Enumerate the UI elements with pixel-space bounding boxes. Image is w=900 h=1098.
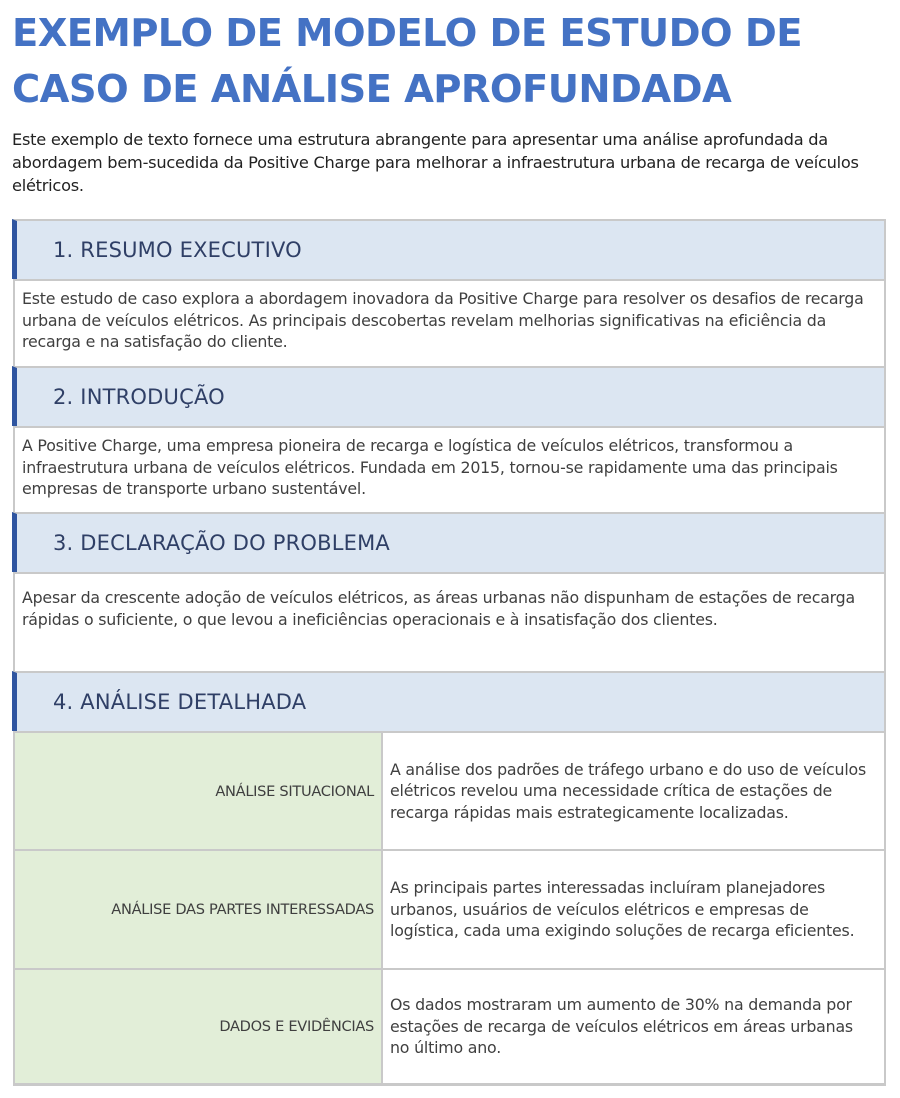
analysis-row-stakeholders xyxy=(13,849,886,968)
analysis-row-data-evidence xyxy=(13,968,886,1086)
section-heading: 3. DECLARAÇÃO DO PROBLEMA xyxy=(53,531,390,555)
section-header-introduction xyxy=(12,366,886,426)
analysis-label: ANÁLISE DAS PARTES INTERESSADAS xyxy=(15,851,383,968)
analysis-row-situational xyxy=(13,731,886,849)
case-study-table xyxy=(12,219,886,1086)
section-heading: 4. ANÁLISE DETALHADA xyxy=(53,690,307,714)
section-body-introduction: A Positive Charge, uma empresa pioneira de recarga e logística de veículos elétricos, transformou a infraestrutura urbana de veículos elétricos. Fundada em 2015, tornou-se rapidamente uma das principais empresas de transporte urbano sustentável. xyxy=(13,426,886,512)
section-heading: 1. RESUMO EXECUTIVO xyxy=(53,238,302,262)
intro-paragraph: Este exemplo de texto fornece uma estrutura abrangente para apresentar uma análise aprofundada da abordagem bem-sucedida da Positive Charge para melhorar a infraestrutura urbana de recarga de veículos elétricos. xyxy=(12,130,859,195)
analysis-value: Os dados mostraram um aumento de 30% na demanda por estações de recarga de veículos elétricos em áreas urbanas no último ano. xyxy=(383,970,884,1083)
section-header-detailed-analysis xyxy=(12,671,886,731)
analysis-value: As principais partes interessadas incluíram planejadores urbanos, usuários de veículos elétricos e empresas de logística, cada uma exigindo soluções de recarga eficientes. xyxy=(383,851,884,968)
analysis-label: ANÁLISE SITUACIONAL xyxy=(15,733,383,849)
section-body-executive-summary: Este estudo de caso explora a abordagem inovadora da Positive Charge para resolver os desafios de recarga urbana de veículos elétricos. As principais descobertas revelam melhorias significativas na eficiência da recarga e na satisfação do cliente. xyxy=(13,279,886,366)
section-body-problem-statement: Apesar da crescente adoção de veículos elétricos, as áreas urbanas não dispunham de estações de recarga rápidas o suficiente, o que levou a ineficiências operacionais e à insatisfação dos clientes. xyxy=(13,572,886,671)
page-title: EXEMPLO DE MODELO DE ESTUDO DE CASO DE ANÁLISE APROFUNDADA xyxy=(12,11,802,112)
section-heading: 2. INTRODUÇÃO xyxy=(53,385,225,409)
analysis-value: A análise dos padrões de tráfego urbano e do uso de veículos elétricos revelou uma necessidade crítica de estações de recarga rápidas mais estrategicamente localizadas. xyxy=(383,733,884,849)
section-header-problem-statement xyxy=(12,512,886,572)
section-header-executive-summary xyxy=(12,219,886,279)
analysis-label: DADOS E EVIDÊNCIAS xyxy=(15,970,383,1083)
